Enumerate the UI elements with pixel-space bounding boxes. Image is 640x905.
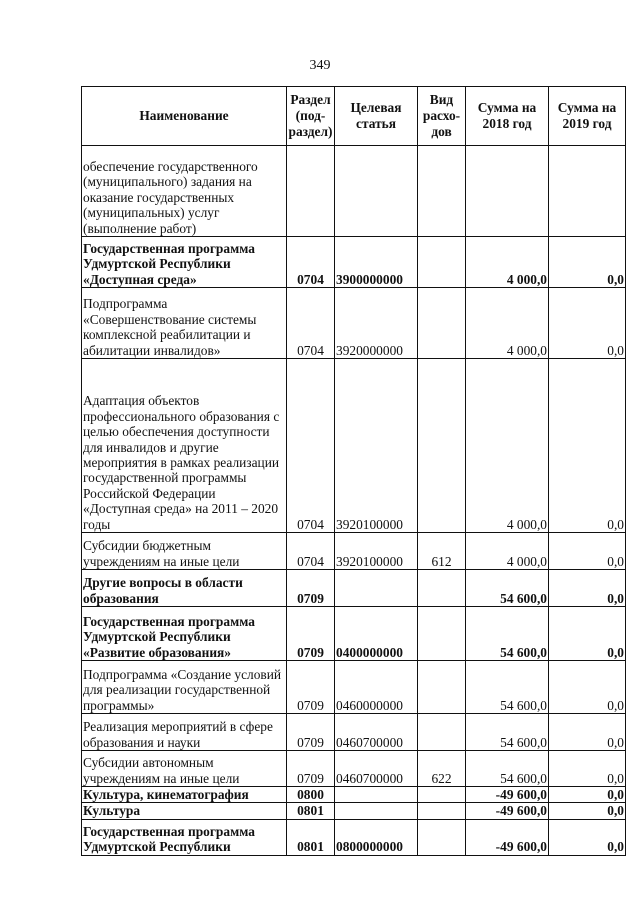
header-kind: Вид расхо-дов [418, 87, 466, 146]
row-name: Реализация мероприятий в сфере образования и науки [82, 714, 287, 751]
row-section: 0704 [287, 359, 335, 533]
row-kind [418, 714, 466, 751]
row-target [335, 787, 418, 803]
row-kind [418, 787, 466, 803]
row-sum-2019: 0,0 [549, 787, 626, 803]
row-target: 3920100000 [335, 359, 418, 533]
table-row [82, 288, 626, 359]
row-target: 0800000000 [335, 819, 418, 855]
row-name: обеспечение государственного (муниципального) задания на оказание государственных (муниципальных) услуг (выполнение работ) [82, 146, 287, 237]
row-sum-2018: 4 000,0 [466, 237, 549, 288]
table-row [82, 751, 626, 787]
row-sum-2019: 0,0 [549, 237, 626, 288]
row-sum-2018: 4 000,0 [466, 359, 549, 533]
row-sum-2019: 0,0 [549, 819, 626, 855]
row-section: 0709 [287, 751, 335, 787]
row-kind [418, 570, 466, 607]
row-sum-2018 [466, 146, 549, 237]
row-section: 0709 [287, 714, 335, 751]
row-sum-2018: -49 600,0 [466, 787, 549, 803]
table-row [82, 661, 626, 714]
row-kind: 622 [418, 751, 466, 787]
row-target: 3920000000 [335, 288, 418, 359]
row-sum-2019: 0,0 [549, 661, 626, 714]
table-row [82, 570, 626, 607]
table-row [82, 787, 626, 803]
row-section: 0801 [287, 803, 335, 819]
row-sum-2018: 54 600,0 [466, 661, 549, 714]
row-name: Субсидии автономным учреждениям на иные цели [82, 751, 287, 787]
row-kind [418, 607, 466, 661]
table-row [82, 607, 626, 661]
row-sum-2019 [549, 146, 626, 237]
table-row [82, 359, 626, 533]
row-name: Подпрограмма «Совершенствование системы комплексной реабилитации и абилитации инвалидов» [82, 288, 287, 359]
row-target: 0400000000 [335, 607, 418, 661]
row-sum-2018: 54 600,0 [466, 751, 549, 787]
row-sum-2018: -49 600,0 [466, 819, 549, 855]
row-section: 0704 [287, 288, 335, 359]
row-kind [418, 146, 466, 237]
row-target [335, 570, 418, 607]
row-sum-2019: 0,0 [549, 570, 626, 607]
row-target: 3900000000 [335, 237, 418, 288]
table-header-row [82, 87, 626, 146]
table-row [82, 533, 626, 570]
row-name: Культура [82, 803, 287, 819]
row-kind [418, 661, 466, 714]
row-section: 0709 [287, 607, 335, 661]
row-section: 0704 [287, 533, 335, 570]
row-section: 0709 [287, 661, 335, 714]
row-sum-2018: 54 600,0 [466, 714, 549, 751]
row-section: 0709 [287, 570, 335, 607]
header-sum-2019: Сумма на 2019 год [549, 87, 626, 146]
row-sum-2019: 0,0 [549, 359, 626, 533]
row-sum-2019: 0,0 [549, 803, 626, 819]
row-target: 0460700000 [335, 714, 418, 751]
row-target: 0460700000 [335, 751, 418, 787]
row-section: 0800 [287, 787, 335, 803]
row-name: Государственная программа Удмуртской Республики «Развитие образования» [82, 607, 287, 661]
row-name: Другие вопросы в области образования [82, 570, 287, 607]
row-sum-2018: 4 000,0 [466, 288, 549, 359]
row-section: 0801 [287, 819, 335, 855]
table-row [82, 146, 626, 237]
row-sum-2019: 0,0 [549, 288, 626, 359]
row-kind [418, 288, 466, 359]
row-kind [418, 803, 466, 819]
row-section [287, 146, 335, 237]
row-section: 0704 [287, 237, 335, 288]
row-sum-2019: 0,0 [549, 714, 626, 751]
row-name: Государственная программа Удмуртской Республики [82, 819, 287, 855]
budget-table [81, 86, 626, 856]
row-kind [418, 237, 466, 288]
page-number: 349 [309, 58, 331, 73]
row-name: Адаптация объектов профессионального образования с целью обеспечения доступности для инвалидов и другие мероприятия в рамках реализации государственной программы Российской Федерации «Доступная среда» на 2011 – 2020 годы [82, 359, 287, 533]
row-kind [418, 359, 466, 533]
row-name: Субсидии бюджетным учреждениям на иные цели [82, 533, 287, 570]
row-sum-2018: 54 600,0 [466, 570, 549, 607]
header-name: Наименование [82, 87, 287, 146]
table-row [82, 237, 626, 288]
header-sum-2018: Сумма на 2018 год [466, 87, 549, 146]
row-sum-2019: 0,0 [549, 751, 626, 787]
row-sum-2019: 0,0 [549, 533, 626, 570]
row-name: Культура, кинематография [82, 787, 287, 803]
row-name: Подпрограмма «Создание условий для реализации государственной программы» [82, 661, 287, 714]
row-sum-2018: -49 600,0 [466, 803, 549, 819]
row-target: 0460000000 [335, 661, 418, 714]
header-target: Целевая статья [335, 87, 418, 146]
row-sum-2018: 54 600,0 [466, 607, 549, 661]
table-row [82, 714, 626, 751]
table-row [82, 819, 626, 855]
row-name: Государственная программа Удмуртской Республики «Доступная среда» [82, 237, 287, 288]
row-kind: 612 [418, 533, 466, 570]
row-target [335, 803, 418, 819]
table-row [82, 803, 626, 819]
row-target: 3920100000 [335, 533, 418, 570]
header-section: Раздел (под-раздел) [287, 87, 335, 146]
row-kind [418, 819, 466, 855]
row-target [335, 146, 418, 237]
row-sum-2018: 4 000,0 [466, 533, 549, 570]
row-sum-2019: 0,0 [549, 607, 626, 661]
